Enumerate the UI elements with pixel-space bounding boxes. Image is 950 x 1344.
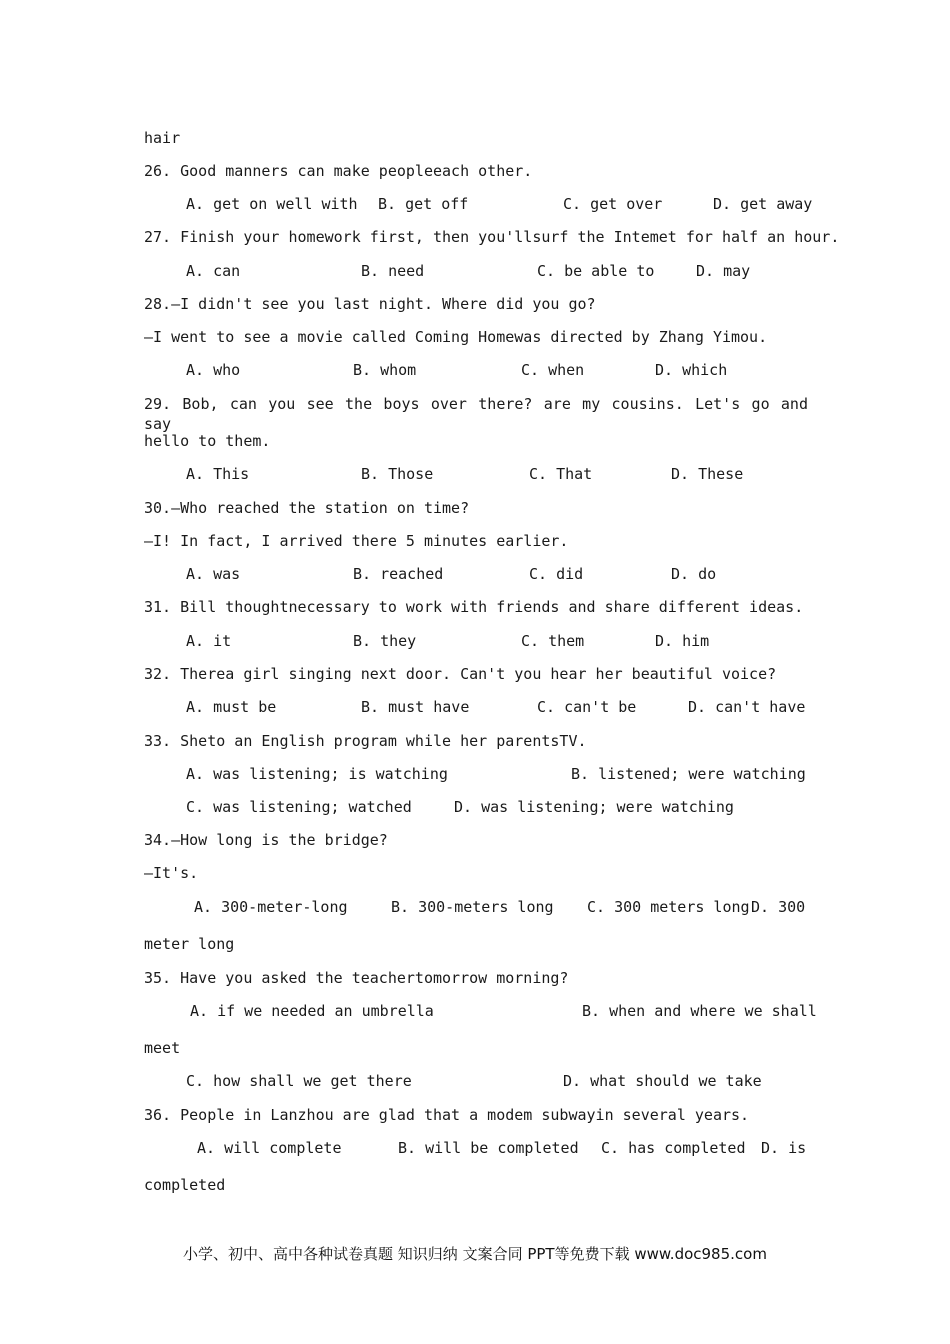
footer-site-link[interactable]: www.doc985.com bbox=[634, 1245, 767, 1263]
question-35: 35. Have you asked the teachertomorrow morning? bbox=[144, 969, 569, 987]
q30-option-b: B. reached bbox=[353, 565, 444, 583]
q35-option-a: A. if we needed an umbrella bbox=[190, 1002, 434, 1020]
q34-option-d-continued: meter long bbox=[144, 935, 235, 953]
q33-option-d: D. was listening; were watching bbox=[454, 798, 734, 816]
q27-option-a: A. can bbox=[186, 262, 241, 280]
q26-option-c: C. get over bbox=[563, 195, 663, 213]
q30-option-a: A. was bbox=[186, 565, 241, 583]
q34-option-d: D. 300 bbox=[751, 898, 806, 916]
q32-option-a: A. must be bbox=[186, 698, 277, 716]
question-29-line-2: hello to them. bbox=[144, 432, 271, 450]
q36-option-d: D. is bbox=[761, 1139, 807, 1157]
question-30-line-2: —I! In fact, I arrived there 5 minutes earlier. bbox=[144, 532, 569, 550]
q36-option-c: C. has completed bbox=[601, 1139, 746, 1157]
q28-option-b: B. whom bbox=[353, 361, 417, 379]
question-31: 31. Bill thoughtnecessary to work with friends and share different ideas. bbox=[144, 598, 804, 616]
q26-option-d: D. get away bbox=[713, 195, 813, 213]
q36-option-a: A. will complete bbox=[197, 1139, 342, 1157]
question-34: 34.—How long is the bridge? bbox=[144, 831, 388, 849]
q36-option-b: B. will be completed bbox=[398, 1139, 579, 1157]
question-36: 36. People in Lanzhou are glad that a modem subwayin several years. bbox=[144, 1106, 750, 1124]
q34-option-c: C. 300 meters long bbox=[587, 898, 750, 916]
q34-option-b: B. 300-meters long bbox=[391, 898, 554, 916]
q30-option-c: C. did bbox=[529, 565, 584, 583]
q31-option-a: A. it bbox=[186, 632, 232, 650]
q27-option-d: D. may bbox=[696, 262, 751, 280]
q35-option-d: D. what should we take bbox=[563, 1072, 762, 1090]
q27-option-b: B. need bbox=[361, 262, 425, 280]
q29-option-b: B. Those bbox=[361, 465, 434, 483]
question-29: 29. Bob, can you see the boys over there? are my cousins. Let's go and say bbox=[144, 395, 808, 433]
q29-option-a: A. This bbox=[186, 465, 250, 483]
question-32: 32. Therea girl singing next door. Can't you hear her beautiful voice? bbox=[144, 665, 777, 683]
page-footer bbox=[0, 1243, 950, 1265]
q34-option-a: A. 300-meter-long bbox=[194, 898, 348, 916]
q28-option-c: C. when bbox=[521, 361, 585, 379]
question-27: 27. Finish your homework first, then you'llsurf the Intemet for half an hour. bbox=[144, 228, 840, 246]
question-28-line-2: —I went to see a movie called Coming Homewas directed by Zhang Yimou. bbox=[144, 328, 768, 346]
q28-option-a: A. who bbox=[186, 361, 241, 379]
q36-option-d-continued: completed bbox=[144, 1176, 226, 1194]
q29-option-c: C. That bbox=[529, 465, 593, 483]
q30-option-d: D. do bbox=[671, 565, 717, 583]
footer-text: 小学、初中、高中各种试卷真题 知识归纳 文案合同 PPT等免费下载 bbox=[183, 1245, 630, 1263]
q33-option-a: A. was listening; is watching bbox=[186, 765, 448, 783]
q35-option-c: C. how shall we get there bbox=[186, 1072, 412, 1090]
q26-option-b: B. get off bbox=[378, 195, 469, 213]
question-33: 33. Sheto an English program while her parentsTV. bbox=[144, 732, 587, 750]
q32-option-c: C. can't be bbox=[537, 698, 637, 716]
q33-option-c: C. was listening; watched bbox=[186, 798, 412, 816]
text-line-continuation: hair bbox=[144, 129, 181, 147]
q32-option-d: D. can't have bbox=[688, 698, 806, 716]
q31-option-d: D. him bbox=[655, 632, 710, 650]
q26-option-a: A. get on well with bbox=[186, 195, 358, 213]
q28-option-d: D. which bbox=[655, 361, 728, 379]
q29-option-d: D. These bbox=[671, 465, 744, 483]
q31-option-c: C. them bbox=[521, 632, 585, 650]
q33-option-b: B. listened; were watching bbox=[571, 765, 806, 783]
q27-option-c: C. be able to bbox=[537, 262, 655, 280]
q35-option-b-continued: meet bbox=[144, 1039, 181, 1057]
question-30: 30.—Who reached the station on time? bbox=[144, 499, 470, 517]
q32-option-b: B. must have bbox=[361, 698, 470, 716]
q31-option-b: B. they bbox=[353, 632, 417, 650]
question-26: 26. Good manners can make peopleeach other. bbox=[144, 162, 533, 180]
q35-option-b: B. when and where we shall bbox=[582, 1002, 817, 1020]
question-28: 28.—I didn't see you last night. Where did you go? bbox=[144, 295, 596, 313]
question-34-line-2: —It's. bbox=[144, 864, 199, 882]
